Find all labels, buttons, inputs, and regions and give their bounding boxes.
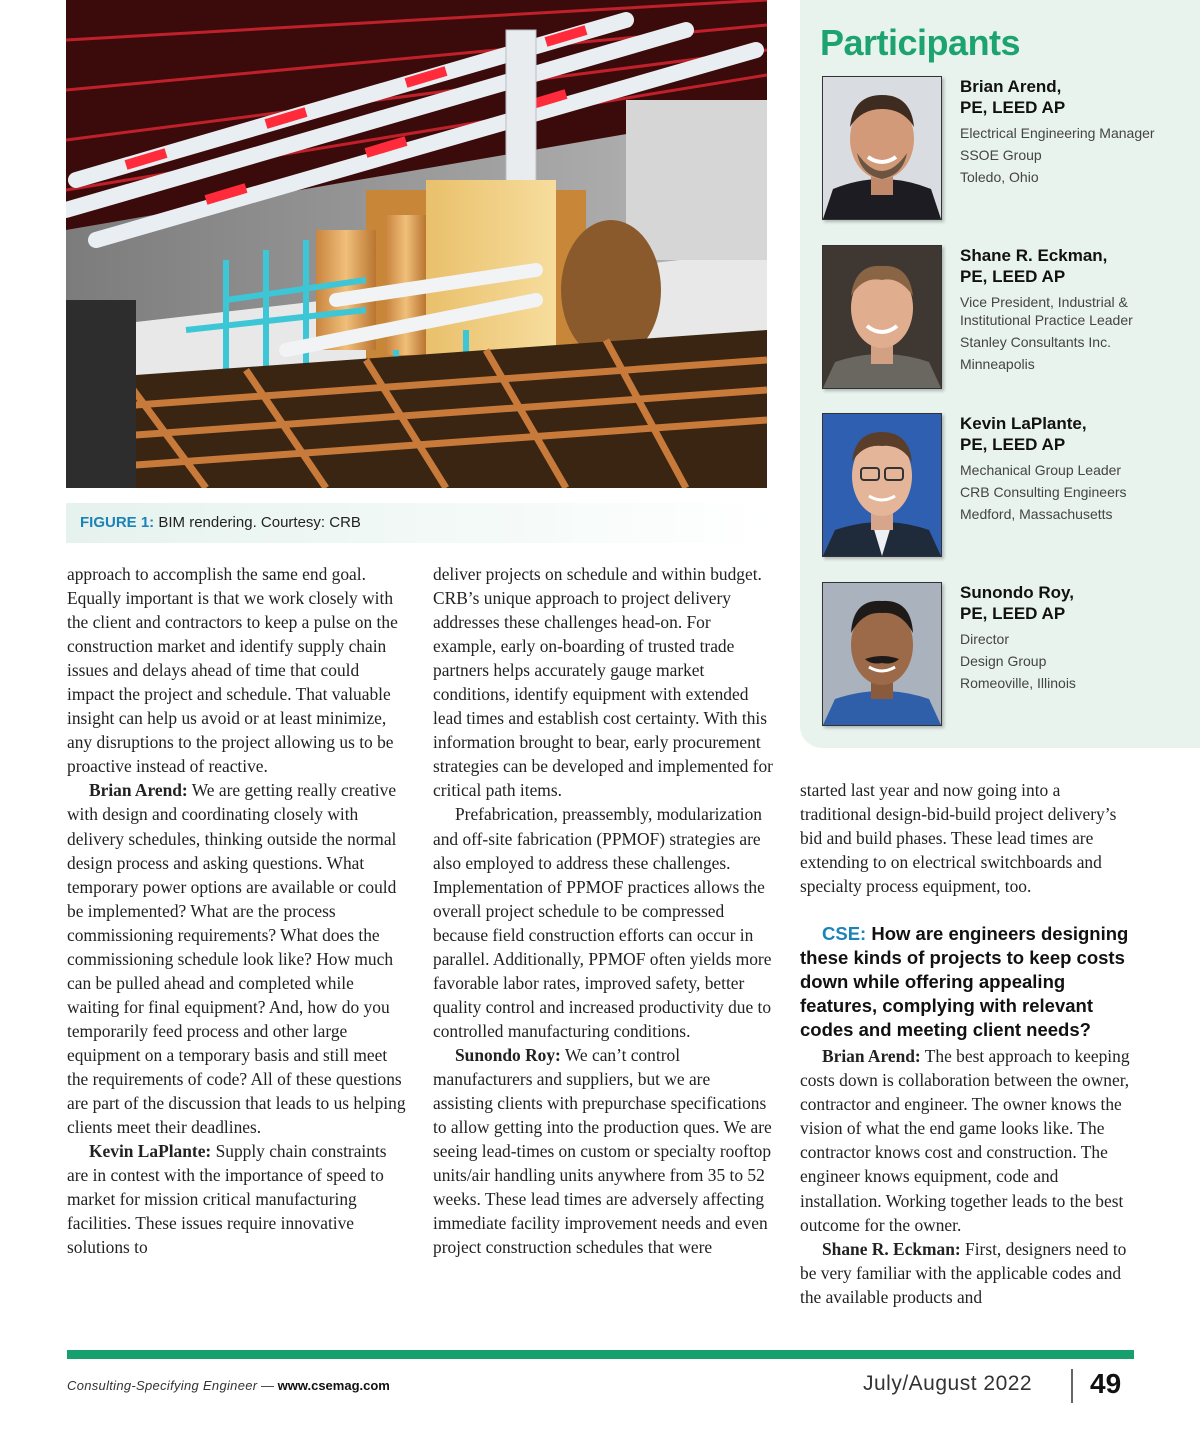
article-column-2 — [433, 562, 773, 1259]
question-label: CSE: — [822, 923, 867, 945]
paragraph-kevin-laplante — [67, 1139, 407, 1259]
participant-company: CRB Consulting Engineers — [960, 484, 1127, 500]
participant-photo — [822, 76, 942, 220]
participant-photo — [822, 245, 942, 389]
participant-name: Sunondo Roy, — [960, 583, 1074, 602]
participant-title: Electrical Engineering Manager — [960, 125, 1155, 141]
participant-kevin-laplante — [822, 413, 1192, 559]
figure-label: FIGURE 1: — [80, 514, 155, 531]
article-column-3 — [800, 778, 1136, 1309]
participant-info — [960, 413, 1190, 523]
participant-company: SSOE Group — [960, 147, 1042, 163]
participant-name: Brian Arend, — [960, 77, 1062, 96]
participant-name: Shane R. Eckman, — [960, 246, 1108, 265]
paragraph-text: We can’t control manufacturers and suppliers, but we are assisting clients with prepurchase specifications to allow getting into the production ques. We are seeing lead-times on custom or specialty rooftop units/air handling units anywhere from 35 to 52 weeks. These lead times are adversely affecting immediate facility improvement needs and even project construction schedules that were — [433, 1044, 772, 1258]
paragraph-brian-arend — [800, 1044, 1136, 1236]
participant-shane-eckman — [822, 245, 1192, 391]
participant-info — [960, 582, 1190, 692]
participant-credentials: PE, LEED AP — [960, 267, 1066, 286]
figure-caption — [80, 514, 361, 531]
speaker-name: Kevin LaPlante: — [89, 1141, 212, 1162]
figure-caption-bar — [66, 503, 767, 543]
participant-credentials: PE, LEED AP — [960, 604, 1066, 623]
paragraph-text: We are getting really creative with design and coordinating closely with delivery schedules, thinking outside the normal design process and asking questions. What temporary power options are available or could be implemented? What are the process commissioning requirements? What does the commissioning schedule look like? How much can be pulled ahead and completed while waiting for final equipment? And, how do you temporarily feed process and other large equipment on a temporary basis and still meet the requirements of code? All of these questions are part of the discussion that leads to us helping clients meet their deadlines. — [67, 780, 406, 1138]
paragraph-brian-arend — [67, 778, 407, 1139]
page-number: 49 — [1090, 1368, 1122, 1399]
participant-title: Director — [960, 631, 1010, 647]
participant-info — [960, 245, 1190, 373]
participant-sunondo-roy — [822, 582, 1192, 728]
bim-rendering-image — [66, 0, 767, 488]
paragraph: started last year and now going into a traditional design-bid-build project delivery’s bid and build phases. These lead times are extending to on electrical switchboards and specialty process equipment, too. — [800, 780, 1117, 897]
participant-company: Stanley Consultants Inc. — [960, 334, 1111, 350]
participant-name: Kevin LaPlante, — [960, 414, 1087, 433]
cse-question — [800, 922, 1136, 1042]
paragraph-shane-eckman — [800, 1237, 1136, 1309]
bim-rendering-illustration — [66, 0, 767, 488]
speaker-name: Brian Arend: — [822, 1046, 921, 1067]
paragraph: Prefabrication, preassembly, modularization and off-site fabrication (PPMOF) strategies are also employed to address these challenges. Implementation of PPMOF practices allows the overall project schedule to be compressed because field construction efforts can occur in parallel. Additionally, PPMOF often yields more favorable labor rates, improved safety, better quality control and increased productivity due to controlled manufacturing conditions. — [433, 804, 772, 1041]
participant-location: Toledo, Ohio — [960, 169, 1039, 185]
participant-title: Mechanical Group Leader — [960, 462, 1122, 478]
participant-location: Romeoville, Illinois — [960, 675, 1076, 691]
participant-location: Minneapolis — [960, 356, 1035, 372]
participant-brian-arend — [822, 76, 1192, 222]
speaker-name: Shane R. Eckman: — [822, 1238, 961, 1259]
speaker-name: Sunondo Roy: — [455, 1044, 561, 1065]
paragraph-sunondo-roy — [433, 1043, 773, 1259]
website-link[interactable]: www.csemag.com — [277, 1378, 390, 1393]
footer-rule — [67, 1350, 1134, 1359]
participant-info — [960, 76, 1190, 186]
paragraph: approach to accomplish the same end goal. Equally important is that we work closely with the client and contractors to keep a pulse on the construction market and identify supply chain issues and delays ahead of time that could impact the project and schedule. That valuable insight can help us avoid or at least minimize, any disruptions to the project allowing us to be proactive instead of reactive. — [67, 564, 398, 777]
paragraph-text: First, designers need to be very familiar with the applicable codes and the available products and — [800, 1238, 1127, 1307]
speaker-name: Brian Arend: — [89, 780, 188, 801]
paragraph-text: Supply chain constraints are in contest with the importance of speed to market for mission critical manufacturing facilities. These issues require innovative solutions to — [67, 1141, 387, 1258]
magazine-name: Consulting-Specifying Engineer — [67, 1378, 258, 1393]
participant-company: Design Group — [960, 653, 1047, 669]
participant-credentials: PE, LEED AP — [960, 98, 1066, 117]
paragraph: deliver projects on schedule and within budget. CRB’s unique approach to project delivery addresses these challenges head-on. For example, early on-boarding of trusted trade partners helps accurately gauge market conditions, identify equipment with extended lead times and establish cost certainty. With this information brought to bear, early procurement strategies can be developed and implemented for critical path items. — [433, 564, 773, 801]
question-text: How are engineers designing these kinds of projects to keep costs down while offering appealing features, complying with relevant codes and meeting client needs? — [800, 923, 1129, 1041]
footer-separator — [1071, 1369, 1073, 1403]
participant-credentials: PE, LEED AP — [960, 435, 1066, 454]
issue-date: July/August 2022 — [863, 1372, 1033, 1395]
participant-title: Vice President, Industrial & Institutional Practice Leader — [960, 294, 1133, 328]
participant-photo — [822, 582, 942, 726]
participants-sidebar — [800, 0, 1200, 748]
article-column-1 — [67, 562, 407, 1259]
footer-publication — [67, 1378, 390, 1393]
figure-caption-text: BIM rendering. Courtesy: CRB — [158, 514, 361, 531]
paragraph-text: The best approach to keeping costs down is collaboration between the owner, contractor and engineer. The owner knows the vision of what the end game looks like. The contractor knows cost and construction. The engineer knows equipment, code and installation. Working together leads to the best outcome for the owner. — [800, 1046, 1130, 1235]
footer-dash: — — [257, 1378, 278, 1393]
participant-photo — [822, 413, 942, 557]
participants-title: Participants — [820, 22, 1021, 63]
participant-location: Medford, Massachusetts — [960, 506, 1113, 522]
